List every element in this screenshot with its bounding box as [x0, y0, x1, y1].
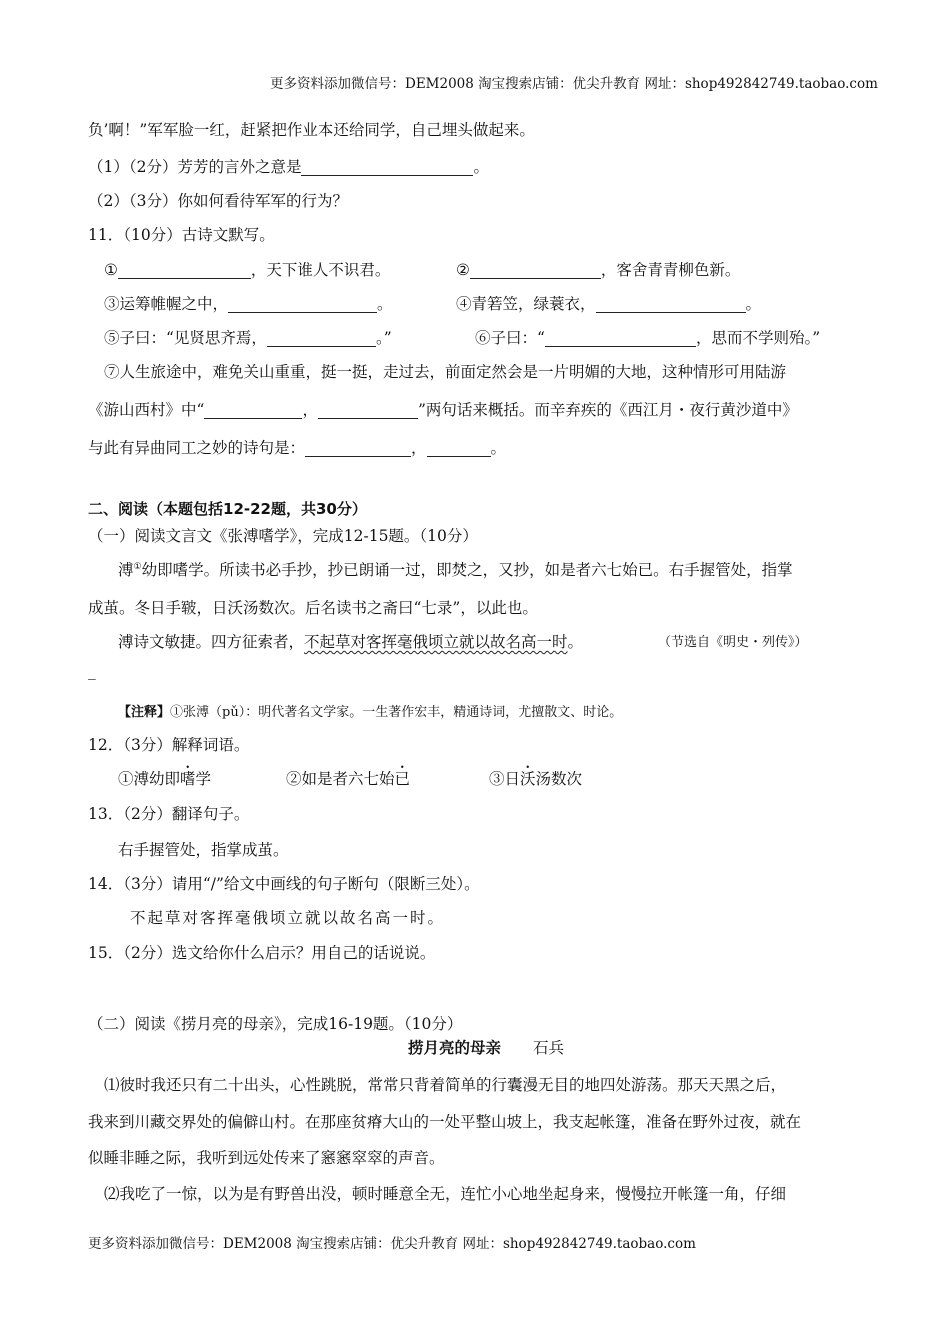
q11-item6	[475, 326, 820, 348]
page-header: 更多资料添加微信号：DEM2008 淘宝搜索店铺：优尖升教育 网址：shop492842749.taobao.com	[270, 76, 878, 92]
passage-para2	[118, 630, 583, 652]
q12-text: 学	[195, 770, 212, 788]
q12-item2	[286, 767, 410, 789]
q12-title: 12．（3分）解释词语。	[88, 736, 250, 754]
q11-item5-post: 。”	[375, 329, 392, 347]
q15-title: 15．（2分）选文给你什么启示？用自己的话说说。	[88, 944, 436, 962]
q12-text: ③日	[489, 770, 521, 788]
q11-item2-post: ，客舍青青柳色新。	[600, 261, 741, 279]
q11-item4	[456, 292, 761, 314]
part1-title: （一）阅读文言文《张溥嗜学》，完成12-15题。（10分）	[88, 527, 478, 545]
q11-item1-post: ，天下谁人不识君。	[250, 261, 391, 279]
story-para1-line1: ⑴彼时我还只有二十出头，心性跳脱，常常只背着简单的行囊漫无目的地四处游荡。那天天黑之后，	[104, 1076, 787, 1094]
stray-mark: _	[88, 662, 96, 680]
q10-sub1-text: （1）（2分）芳芳的言外之意是	[88, 158, 302, 176]
passage-text: 幼即嗜学。所读书必手抄，抄已朗诵一过，即焚之，又抄，如是者六七始已。右手握管处，指掌	[141, 561, 793, 579]
q12-text: ①溥幼即	[118, 770, 181, 788]
q11-item3-post: 。	[377, 295, 393, 313]
q11-item6-pre: ⑥子曰：“	[475, 329, 545, 347]
answer-blank[interactable]	[204, 402, 302, 419]
passage-para1-line1	[118, 558, 793, 580]
q11-item2	[456, 258, 740, 280]
annotation-text: ①张溥（pǔ）：明代著名文学家。一生著作宏丰，精通诗词，尤擅散文、时论。	[170, 705, 623, 720]
q13-title: 13．（2分）翻译句子。	[88, 805, 250, 823]
answer-blank[interactable]	[545, 330, 696, 347]
story-para1-line3: 似睡非睡之际，我听到远处传来了窸窸窣窣的声音。	[88, 1149, 445, 1167]
q12-text: 汤数次	[535, 770, 583, 788]
passage-word: 溥	[118, 561, 134, 579]
section-heading: 二、阅读（本题包括12-22题，共30分）	[88, 500, 367, 518]
q13-sentence: 右手握管处，指掌成茧。	[118, 841, 289, 859]
q11-item3	[104, 292, 393, 314]
annotation-label: 【注释】	[118, 705, 171, 720]
answer-blank[interactable]	[470, 262, 601, 279]
story-para1-line2: 我来到川藏交界处的偏僻山村。在那座贫瘠大山的一处平整山坡上，我支起帐篷，准备在野外过夜，就在	[88, 1113, 802, 1131]
q12-text: ②如是者六七始	[286, 770, 395, 788]
story-title: 捞月亮的母亲	[408, 1039, 502, 1057]
q14-title: 14．（3分）请用“/”给文中画线的句子断句（限断三处）。	[88, 875, 480, 893]
q11-item5	[104, 326, 392, 348]
q11-item7-l3-post: 。	[490, 439, 507, 457]
q11-item7-l2-post: ”两句话来概括。而辛弃疾的《西江月・夜行黄沙道中》	[417, 401, 798, 419]
q11-item7-l3-mid: ，	[411, 439, 427, 457]
q11-item2-pre: ②	[456, 261, 470, 279]
answer-blank[interactable]	[301, 159, 473, 176]
q11-title: 11．（10分）古诗文默写。	[88, 226, 275, 244]
answer-blank[interactable]	[118, 262, 251, 279]
q14-sentence: 不起草对客挥毫俄顷立就以故名高一时。	[130, 909, 446, 927]
passage-text: 溥诗文敏捷。四方征索者，	[118, 633, 305, 651]
story-title-row	[408, 1036, 564, 1058]
emphasized-word: 嗜	[180, 770, 196, 788]
q11-item3-pre: ③运筹帷幄之中，	[104, 295, 229, 313]
q10-continuation: 负’啊！”军军脸一红，赶紧把作业本还给同学，自己埋头做起来。	[88, 121, 535, 139]
q11-item7-line2	[88, 398, 798, 420]
q11-item5-pre: ⑤子曰：“见贤思齐焉，	[104, 329, 267, 347]
q11-item7-l2-pre: 《游山西村》中“	[88, 401, 205, 419]
answer-blank[interactable]	[596, 296, 746, 313]
story-author: 石兵	[533, 1039, 565, 1057]
passage-text: 。	[567, 633, 584, 651]
q11-item7-line1: ⑦人生旅途中，难免关山重重，挺一挺，走过去，前面定然会是一片明媚的大地，这种情形可用陆游	[104, 363, 787, 381]
answer-blank[interactable]	[267, 330, 376, 347]
underlined-sentence: 不起草对客挥毫俄顷立就以故名高一时	[304, 633, 568, 651]
q11-item4-post: 。	[745, 295, 762, 313]
answer-blank[interactable]	[427, 440, 491, 457]
annotation	[118, 701, 622, 720]
emphasized-word: 已	[394, 770, 411, 788]
q11-item7-l2-mid: ，	[302, 401, 318, 419]
q11-item7-line3	[88, 436, 506, 458]
emphasized-word: 沃	[520, 770, 536, 788]
footnote-marker: ①	[133, 561, 142, 572]
page-footer: 更多资料添加微信号：DEM2008 淘宝搜索店铺：优尖升教育 网址：shop492842749.taobao.com	[88, 1236, 696, 1252]
story-para2-line1: ⑵我吃了一惊，以为是有野兽出没，顿时睡意全无，连忙小心地坐起身来，慢慢拉开帐篷一角，仔细	[104, 1185, 787, 1203]
q12-item3	[489, 767, 582, 789]
q11-item6-post: ，思而不学则殆。”	[695, 329, 821, 347]
q10-sub2: （2）（3分）你如何看待军军的行为？	[88, 192, 348, 210]
q11-item7-l3-pre: 与此有异曲同工之妙的诗句是：	[88, 439, 306, 457]
q10-sub1	[88, 155, 489, 177]
q11-item1-pre: ①	[104, 261, 118, 279]
part2-title: （二）阅读《捞月亮的母亲》，完成16-19题。（10分）	[88, 1015, 463, 1033]
answer-blank[interactable]	[305, 440, 411, 457]
answer-blank[interactable]	[318, 402, 418, 419]
q11-item1	[104, 258, 390, 280]
passage-para1-line2: 成茧。冬日手皲，日沃汤数次。后名读书之斋曰“七录”，以此也。	[88, 599, 538, 617]
q11-item4-pre: ④青箬笠，绿蓑衣，	[456, 295, 596, 313]
q12-item1	[118, 767, 211, 789]
answer-blank[interactable]	[228, 296, 377, 313]
passage-source: （节选自《明史・列传》）	[658, 635, 808, 650]
q10-sub1-end: 。	[473, 158, 489, 176]
